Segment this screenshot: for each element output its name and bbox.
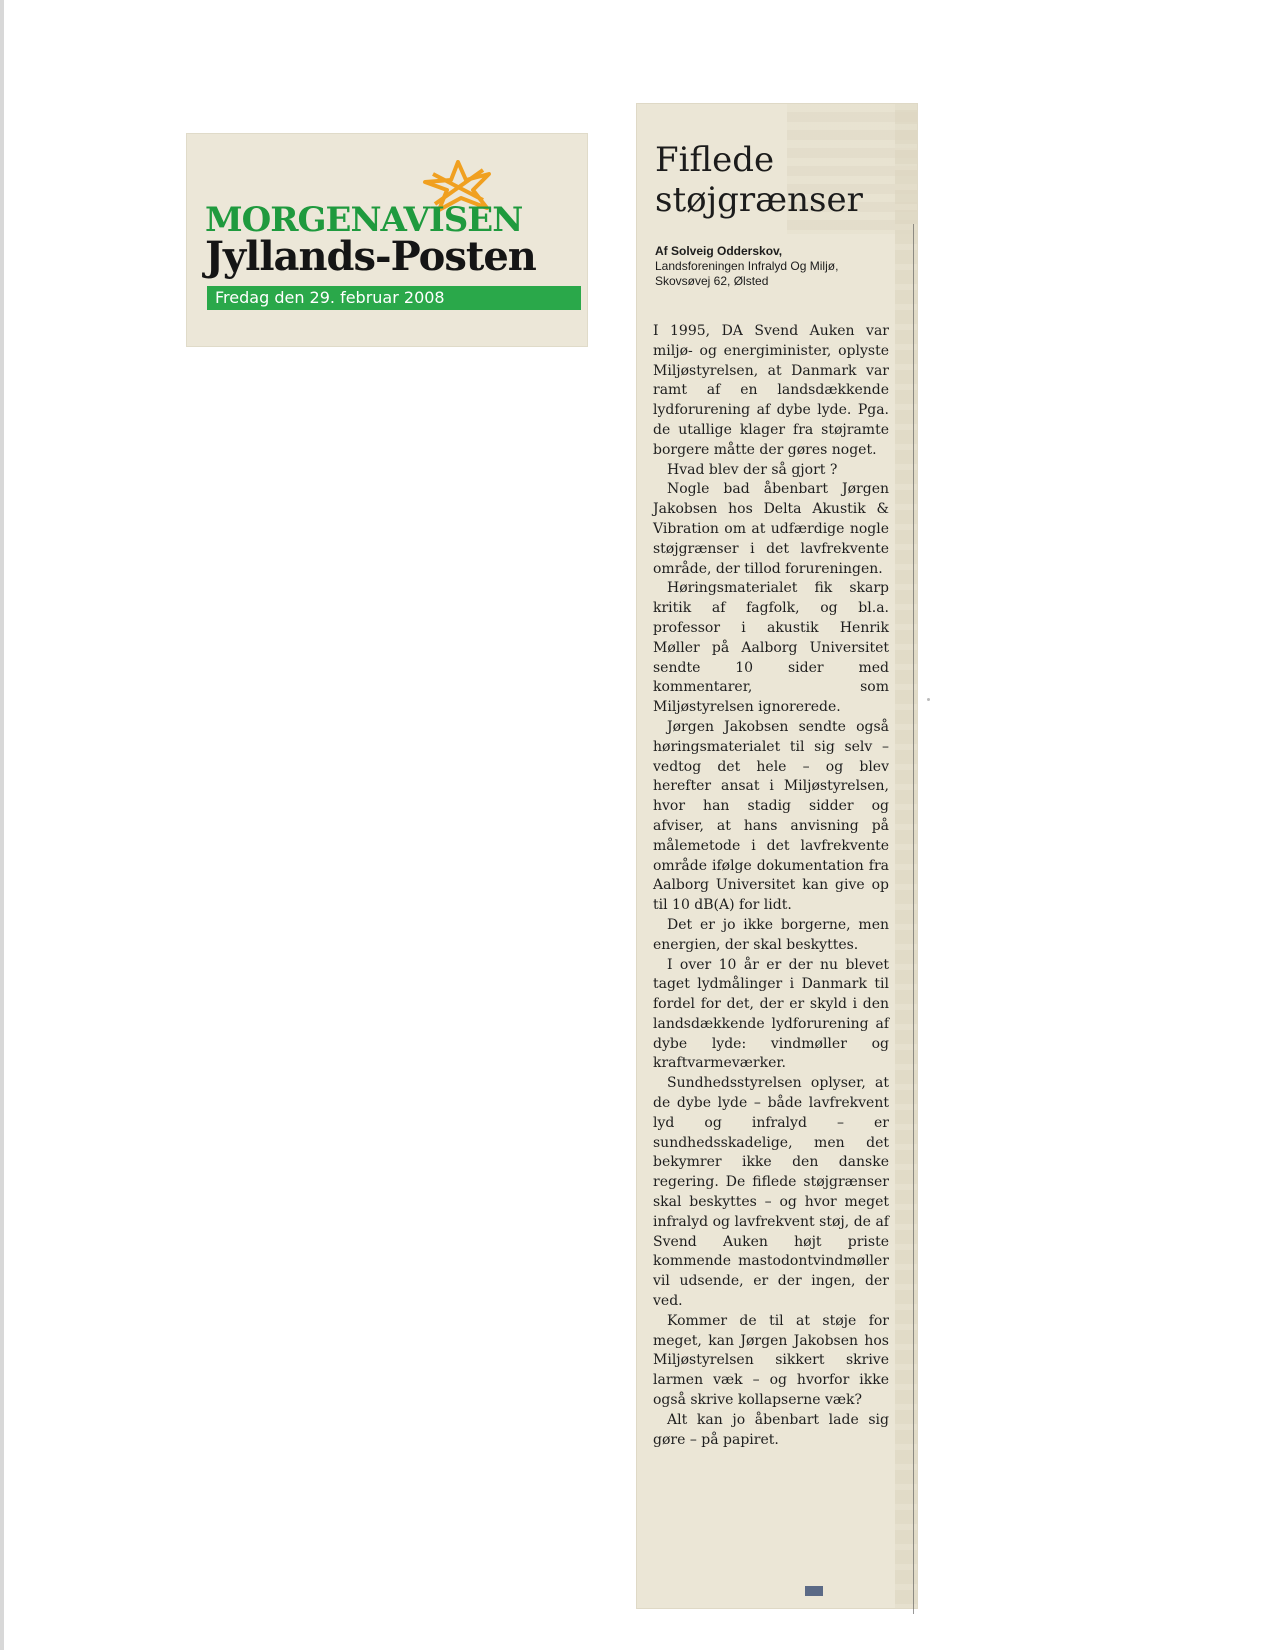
paragraph: Jørgen Jakobsen sendte også høringsmaterialet til sig selv – vedtog det hele – og blev herefter ansat i Miljøstyrelsen, hvor han stadig sidder og afviser, at hans anvisning på målemetode i det lavfrekvente område ifølge dokumentation fra Aalborg Universitet kan give op til 10 dB(A) for lidt. (653, 718, 889, 914)
column-rule (913, 224, 914, 1614)
article-clipping (637, 104, 917, 1608)
byline-author: Af Solveig Odderskov, (655, 244, 783, 258)
masthead-date: Fredag den 29. februar 2008 (215, 288, 445, 307)
headline-line-2: støjgrænser (655, 180, 863, 220)
scan-speck (927, 698, 930, 701)
paragraph: Det er jo ikke borgerne, men energien, der skal beskyttes. (653, 916, 889, 953)
paragraph: Sundhedsstyrelsen oplyser, at de dybe lyde – både lavfrekvent lyd og infralyd – er sundhedsskadelige, men det bekymrer ikke den danske regering. De fiflede støjgrænser skal beskyttes – og hvor meget infralyd og lavfrekvent støj, de af Svend Auken højt priste kommende mastodontvindmøller vil udsende, er der ingen, der ved. (653, 1075, 889, 1310)
paragraph: I 1995, DA Svend Auken var miljø- og energiminister, oplyste Miljøstyrelsen, at Danmark var ramt af en landsdækkende lydforurening af dybe lyde. Pga. de utallige klager fra støjramte borgere måtte der gøres noget. (653, 323, 889, 458)
paragraph: Høringsmaterialet fik skarp kritik af fagfolk, og bl.a. professor i akustik Henrik Møller på Aalborg Universitet sendte 10 sider med kommentarer, som Miljøstyrelsen ignorerede. (653, 580, 889, 716)
paragraph: Nogle bad åbenbart Jørgen Jakobsen hos Delta Akustik & Vibration om at udfærdige nogle støjgrænser i det lavfrekvente område, der tillod forureningen. (653, 481, 889, 577)
article-end-mark-icon (805, 1586, 823, 1596)
paragraph: Hvad blev der så gjort ? (667, 461, 838, 478)
byline-organization: Landsforeningen Infralyd Og Miljø, (655, 259, 839, 273)
masthead-morgenavisen: MORGENAVISEN (205, 200, 523, 240)
article-body (653, 322, 889, 1450)
scan-edge (0, 0, 4, 1650)
paragraph: I over 10 år er der nu blevet taget lydmålinger i Danmark til fordel for det, der er skyld i den landsdækkende lydforurening af dybe lyde: vindmøller og kraftvarmeværker. (653, 956, 889, 1072)
paragraph: Kommer de til at støje for meget, kan Jørgen Jakobsen hos Miljøstyrelsen sikkert skrive larmen væk – og hvorfor ikke også skrive kollapserne væk? (653, 1312, 889, 1409)
article-headline (655, 140, 905, 220)
article-byline (655, 244, 895, 289)
masthead-jyllands-posten: Jyllands-Posten (205, 233, 536, 280)
paragraph: Alt kan jo åbenbart lade sig gøre – på papiret. (653, 1411, 889, 1448)
byline-address: Skovsøvej 62, Ølsted (655, 274, 769, 288)
masthead-date-bar (207, 286, 581, 310)
headline-line-1: Fiflede (655, 140, 775, 180)
newspaper-masthead-clipping (187, 134, 587, 346)
